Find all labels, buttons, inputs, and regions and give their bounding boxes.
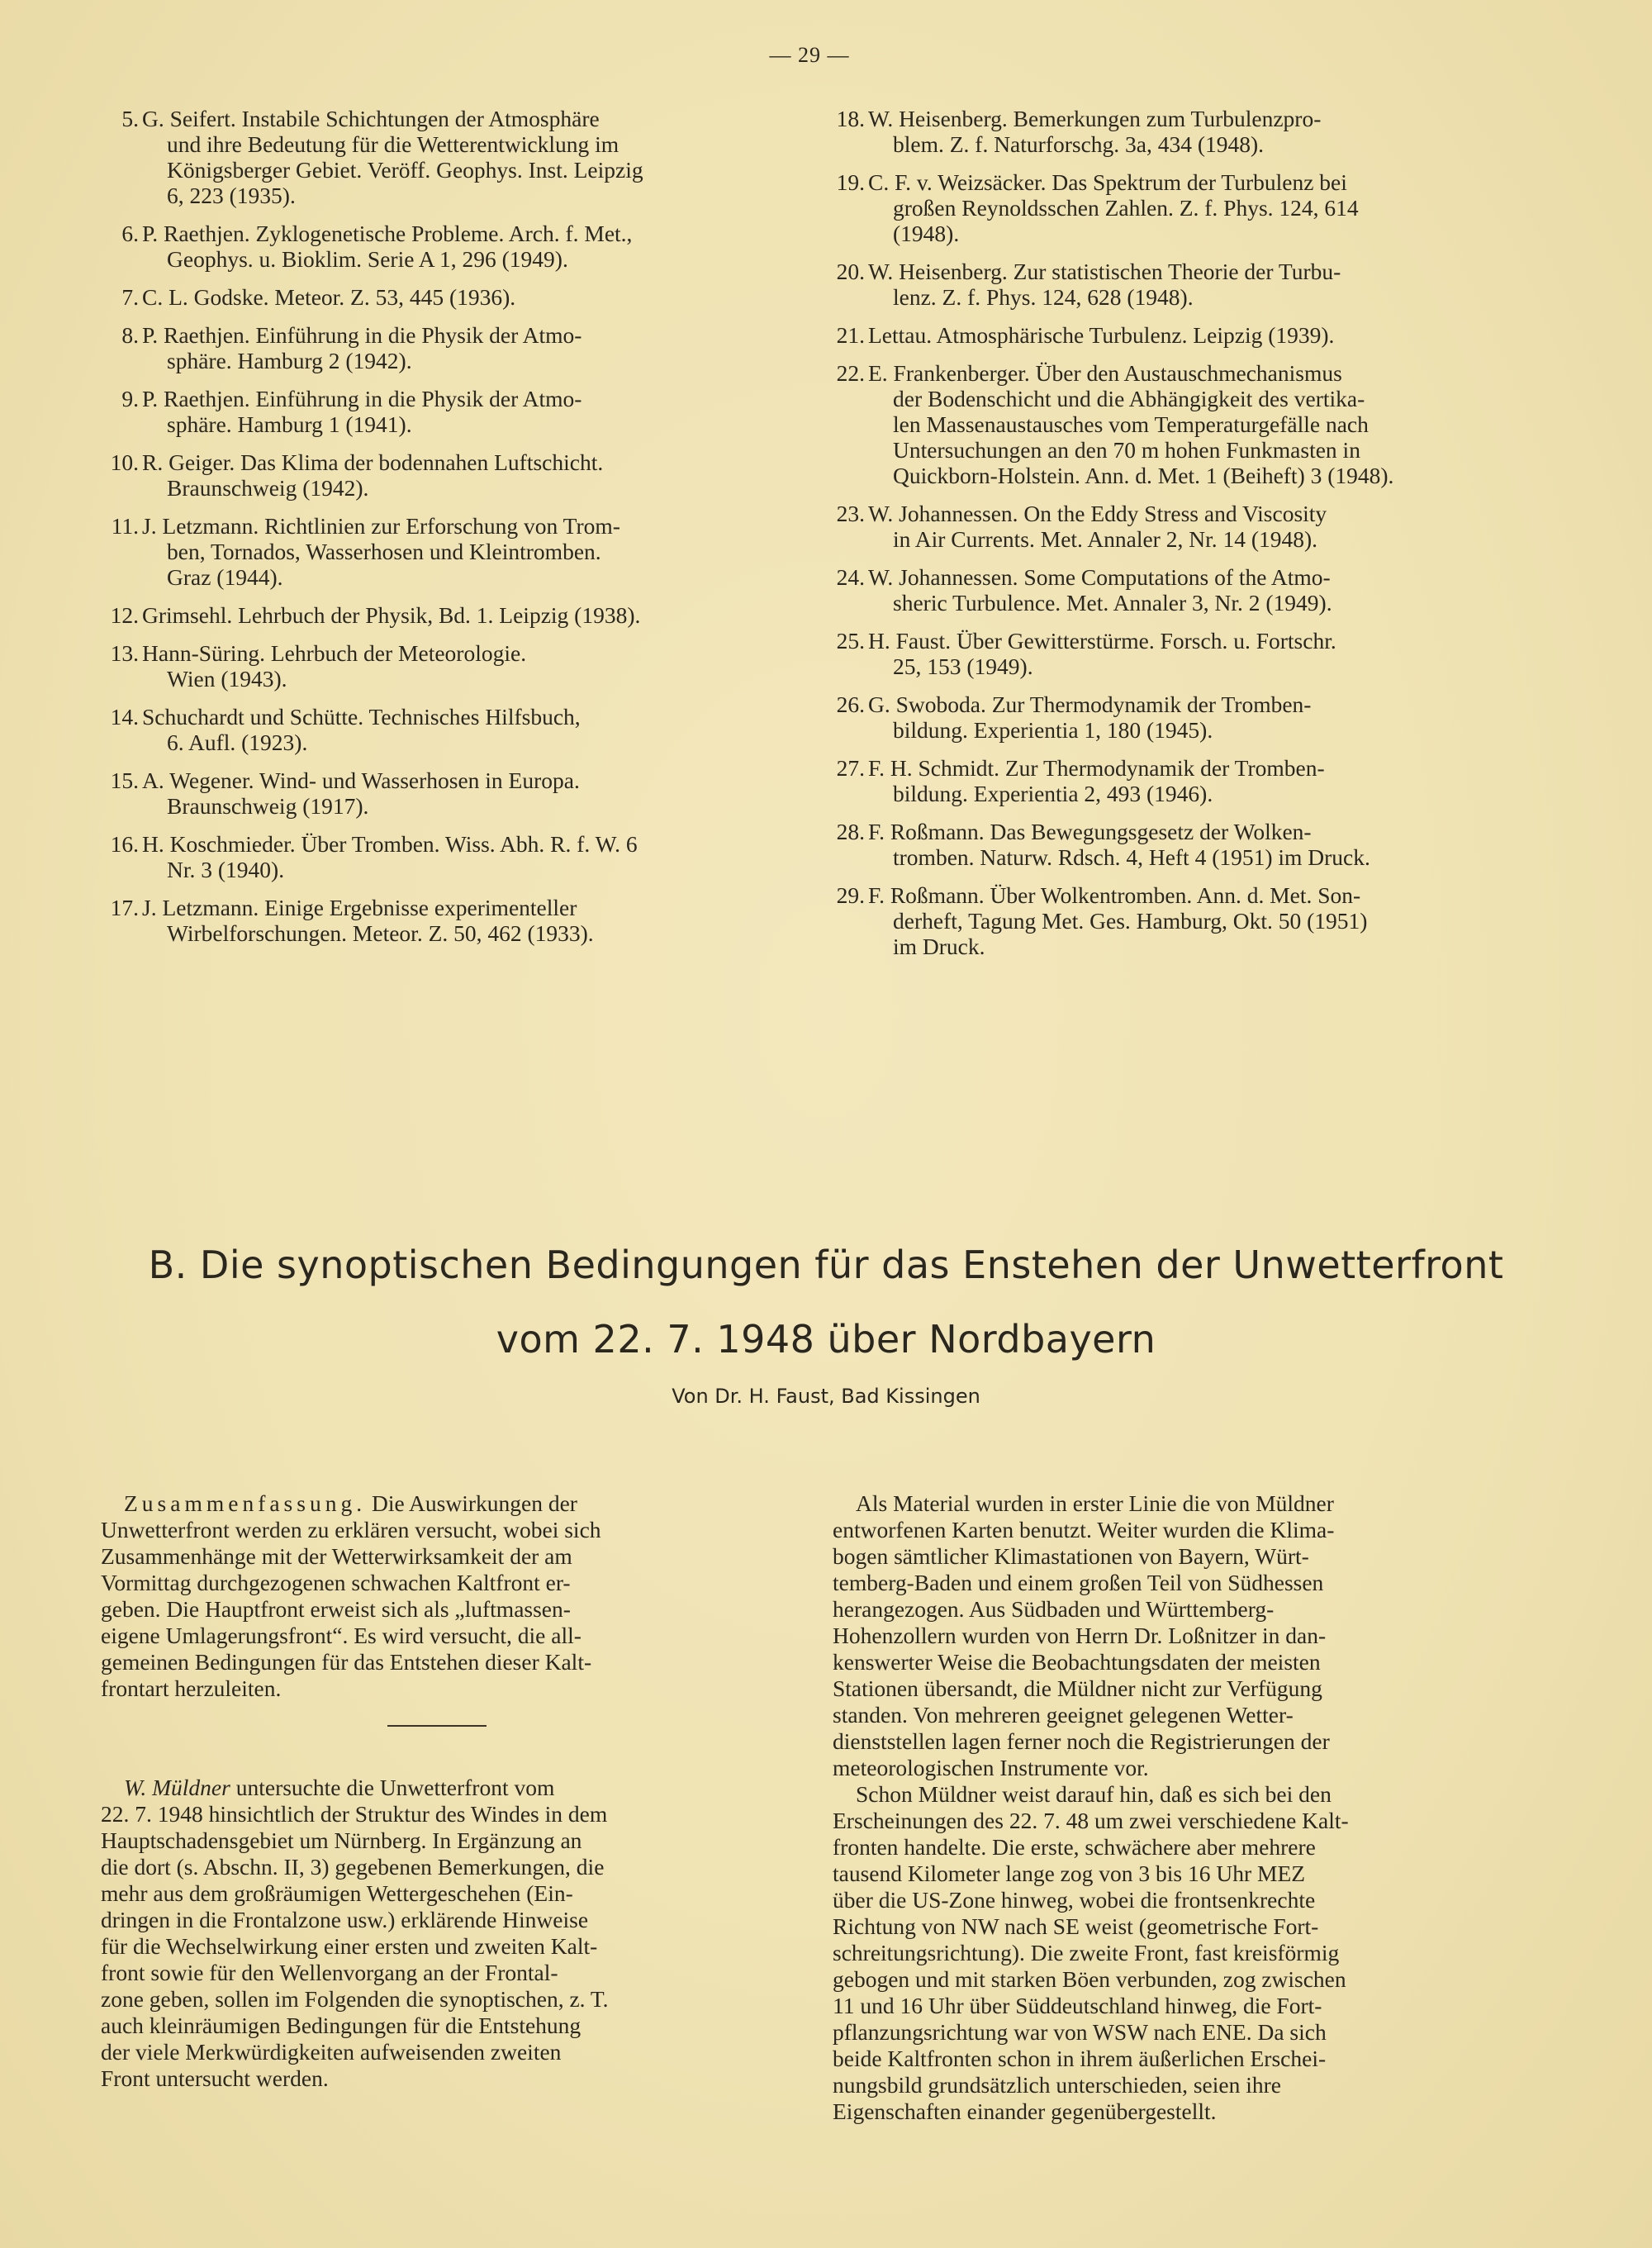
text-line: Hohenzollern wurden von Herrn Dr. Loßnitzer in dan- [833, 1623, 1327, 1648]
text-line: kenswerter Weise die Beobachtungsdaten der meisten [833, 1649, 1321, 1675]
reference-item [107, 895, 786, 946]
reference-line: J. Letzmann. Einige Ergebnisse experimenteller [142, 895, 577, 920]
text-line: eigene Umlagerungsfront“. Es wird versucht, die all- [101, 1623, 582, 1648]
reference-line: Wien (1943). [167, 666, 287, 692]
page-number: — 29 — [769, 43, 850, 67]
reference-number: 25. [836, 628, 865, 653]
reference-item [833, 501, 1512, 552]
reference-text [142, 513, 786, 590]
text-line: meteorologischen Instrumente vor. [833, 1755, 1149, 1780]
text-line: für die Wechselwirkung einer ersten und zweiten Kalt- [101, 1933, 598, 1959]
reference-item [107, 768, 786, 819]
reference-line: bildung. Experientia 2, 493 (1946). [893, 781, 1213, 806]
text-line: geben. Die Hauptfront erweist sich als „luftmassen- [101, 1596, 571, 1622]
reference-list [107, 106, 1512, 972]
article-column-right [833, 1490, 1505, 2125]
reference-text [868, 755, 1512, 806]
reference-number: 28. [836, 819, 865, 844]
text-line: 11 und 16 Uhr über Süddeutschland hinweg, die Fort- [833, 1993, 1322, 2018]
text-line: gemeinen Bedingungen für das Entstehen dieser Kalt- [101, 1649, 592, 1675]
reference-number: 10. [110, 449, 139, 475]
reference-number: 9. [121, 386, 139, 411]
reference-line: Nr. 3 (1940). [167, 857, 285, 882]
reference-line: P. Raethjen. Einführung in die Physik der Atmo- [142, 386, 582, 411]
reference-line: F. H. Schmidt. Zur Thermodynamik der Tromben- [868, 755, 1325, 781]
text-line: Unwetterfront werden zu erklären versucht, wobei sich [101, 1517, 601, 1542]
reference-line: ben, Tornados, Wasserhosen und Kleintromben. [167, 539, 601, 564]
reference-number: 18. [836, 106, 865, 131]
text-line: beide Kaltfronten schon in ihrem äußerlichen Erschei- [833, 2046, 1327, 2071]
reference-item [107, 284, 786, 310]
reference-line: sphäre. Hamburg 1 (1941). [167, 411, 412, 437]
reference-number: 6. [121, 221, 139, 246]
reference-text [868, 169, 1512, 246]
reference-item [833, 882, 1512, 959]
reference-line: R. Geiger. Das Klima der bodennahen Luftschicht. [142, 449, 604, 475]
reference-line: Graz (1944). [167, 564, 283, 590]
reference-line: Braunschweig (1942). [167, 475, 369, 501]
reference-line: Grimsehl. Lehrbuch der Physik, Bd. 1. Leipzig (1938). [142, 602, 641, 628]
reference-line: 6. Aufl. (1923). [167, 730, 308, 755]
text-line: über die US-Zone hinweg, wobei die frontsenkrechte [833, 1887, 1316, 1913]
reference-line: Quickborn-Holstein. Ann. d. Met. 1 (Beiheft) 3 (1948). [893, 463, 1394, 488]
fronts-paragraph [833, 1781, 1505, 2125]
reference-line: C. F. v. Weizsäcker. Das Spektrum der Turbulenz bei [868, 169, 1347, 195]
text-line: front sowie für den Wellenvorgang an der Frontal- [101, 1960, 558, 1985]
reference-column-left [107, 106, 786, 972]
text-line: mehr aus dem großräumigen Wettergeschehen (Ein- [101, 1880, 573, 1906]
reference-line: C. L. Godske. Meteor. Z. 53, 445 (1936). [142, 284, 516, 310]
reference-number: 16. [110, 831, 139, 857]
reference-text [868, 322, 1512, 348]
text-line: 22. 7. 1948 hinsichtlich der Struktur des Windes in dem [101, 1801, 608, 1827]
reference-line: Braunschweig (1917). [167, 793, 369, 819]
article-column-left [101, 1490, 773, 2125]
reference-item [833, 628, 1512, 679]
reference-number: 5. [121, 106, 139, 131]
reference-item [107, 640, 786, 692]
reference-line: len Massenaustausches vom Temperaturgefälle nach [893, 411, 1369, 437]
reference-text [142, 602, 786, 628]
text-line: tausend Kilometer lange zog von 3 bis 16 Uhr MEZ [833, 1861, 1306, 1886]
intro-paragraph [101, 1775, 773, 2092]
section-title-line-1: B. Die synoptischen Bedingungen für das Enstehen der Unwetterfront [148, 1243, 1504, 1287]
material-paragraph [833, 1490, 1505, 1781]
reference-line: in Air Currents. Met. Annaler 2, Nr. 14 (1948). [893, 526, 1318, 552]
reference-item [833, 819, 1512, 870]
reference-line: (1948). [893, 221, 960, 246]
author-name: W. Müldner [124, 1775, 230, 1800]
reference-item [107, 322, 786, 373]
reference-item [107, 704, 786, 755]
reference-text [142, 640, 786, 692]
section-title [0, 1228, 1652, 1376]
reference-line: Wirbelforschungen. Meteor. Z. 50, 462 (1933). [167, 920, 594, 946]
reference-item [107, 602, 786, 628]
reference-column-right [833, 106, 1512, 972]
reference-line: sheric Turbulence. Met. Annaler 3, Nr. 2 (1949). [893, 590, 1332, 615]
reference-item [107, 513, 786, 590]
reference-number: 12. [110, 602, 139, 628]
reference-line: Hann-Süring. Lehrbuch der Meteorologie. [142, 640, 527, 666]
summary-label: Zusammenfassung. [124, 1490, 367, 1516]
reference-item [833, 259, 1512, 310]
reference-line: sphäre. Hamburg 2 (1942). [167, 348, 412, 373]
reference-text [868, 501, 1512, 552]
reference-line: H. Koschmieder. Über Tromben. Wiss. Abh. R. f. W. 6 [142, 831, 638, 857]
reference-text [142, 322, 786, 373]
reference-line: F. Roßmann. Über Wolkentromben. Ann. d. Met. Son- [868, 882, 1361, 908]
reference-item [107, 386, 786, 437]
reference-line: und ihre Bedeutung für die Wetterentwicklung im [167, 131, 620, 157]
reference-number: 13. [110, 640, 139, 666]
reference-text [142, 106, 786, 208]
reference-line: Geophys. u. Bioklim. Serie A 1, 296 (1949). [167, 246, 568, 272]
reference-item [833, 755, 1512, 806]
text-line: bogen sämtlicher Klimastationen von Bayern, Würt- [833, 1543, 1309, 1569]
reference-text [142, 768, 786, 819]
text-line: temberg-Baden und einem großen Teil von Südhessen [833, 1570, 1324, 1595]
text-line: der viele Merkwürdigkeiten aufweisenden zweiten [101, 2039, 562, 2065]
text-line: Vormittag durchgezogenen schwachen Kaltfront er- [101, 1570, 571, 1595]
text-line: die dort (s. Abschn. II, 3) gegebenen Bemerkungen, die [101, 1854, 605, 1880]
reference-line: lenz. Z. f. Phys. 124, 628 (1948). [893, 284, 1194, 310]
reference-item [107, 106, 786, 208]
reference-line: G. Swoboda. Zur Thermodynamik der Tromben- [868, 692, 1312, 717]
reference-number: 7. [121, 284, 139, 310]
text-line: Stationen übersandt, die Müldner nicht zur Verfügung [833, 1675, 1322, 1701]
reference-item [107, 449, 786, 501]
reference-line: W. Heisenberg. Bemerkungen zum Turbulenzpro- [868, 106, 1322, 131]
reference-text [868, 819, 1512, 870]
text-line: gebogen und mit starken Böen verbunden, zog zwischen [833, 1966, 1346, 1992]
reference-text [868, 360, 1512, 488]
reference-line: 25, 153 (1949). [893, 653, 1033, 679]
text-line: Schon Müldner weist darauf hin, daß es sich bei den [856, 1781, 1332, 1807]
reference-item [107, 221, 786, 272]
reference-number: 19. [836, 169, 865, 195]
text-line-rest: untersuchte die Unwetterfront vom [230, 1775, 555, 1800]
reference-number: 26. [836, 692, 865, 717]
text-line: dienststellen lagen ferner noch die Registrierungen der [833, 1728, 1330, 1754]
reference-text [868, 564, 1512, 615]
reference-line: G. Seifert. Instabile Schichtungen der Atmosphäre [142, 106, 600, 131]
text-line: auch kleinräumigen Bedingungen für die Entstehung [101, 2013, 582, 2038]
reference-item [833, 322, 1512, 348]
reference-line: Untersuchungen an den 70 m hohen Funkmasten in [893, 437, 1360, 463]
reference-line: W. Heisenberg. Zur statistischen Theorie der Turbu- [868, 259, 1341, 284]
reference-line: H. Faust. Über Gewitterstürme. Forsch. u. Fortschr. [868, 628, 1336, 653]
text-line: nungsbild grundsätzlich unterschieden, seien ihre [833, 2072, 1281, 2098]
reference-number: 24. [836, 564, 865, 590]
reference-text [142, 895, 786, 946]
text-line: Eigenschaften einander gegenübergestellt. [833, 2098, 1217, 2124]
reference-text [868, 106, 1512, 157]
reference-line: Lettau. Atmosphärische Turbulenz. Leipzig (1939). [868, 322, 1335, 348]
reference-line: blem. Z. f. Naturforschg. 3a, 434 (1948). [893, 131, 1265, 157]
reference-text [142, 386, 786, 437]
text-line: Erscheinungen des 22. 7. 48 um zwei verschiedene Kalt- [833, 1808, 1349, 1833]
reference-line: A. Wegener. Wind- und Wasserhosen in Europa. [142, 768, 580, 793]
summary-paragraph [101, 1490, 773, 1702]
reference-item [833, 169, 1512, 246]
text-line [101, 1775, 773, 1801]
text-line-rest: Die Auswirkungen der [366, 1490, 577, 1516]
reference-line: derheft, Tagung Met. Ges. Hamburg, Okt. 50 (1951) [893, 908, 1368, 934]
text-line: entworfenen Karten benutzt. Weiter wurden die Klima- [833, 1517, 1335, 1542]
reference-text [142, 704, 786, 755]
reference-text [142, 221, 786, 272]
reference-text [868, 692, 1512, 743]
reference-number: 15. [110, 768, 139, 793]
reference-line: bildung. Experientia 1, 180 (1945). [893, 717, 1213, 743]
reference-number: 22. [836, 360, 865, 386]
reference-line: im Druck. [893, 934, 985, 959]
text-line [101, 1490, 773, 1517]
reference-line: tromben. Naturw. Rdsch. 4, Heft 4 (1951) im Druck. [893, 844, 1370, 870]
reference-line: E. Frankenberger. Über den Austauschmechanismus [868, 360, 1342, 386]
text-line: standen. Von mehreren geeignet gelegenen Wetter- [833, 1702, 1294, 1728]
text-line: frontart herzuleiten. [101, 1675, 282, 1701]
reference-number: 23. [836, 501, 865, 526]
article-body [101, 1490, 1505, 2125]
reference-line: F. Roßmann. Das Bewegungsgesetz der Wolken- [868, 819, 1312, 844]
reference-text [142, 831, 786, 882]
reference-line: Königsberger Gebiet. Veröff. Geophys. Inst. Leipzig [167, 157, 643, 183]
author-byline: Von Dr. H. Faust, Bad Kissingen [672, 1385, 980, 1408]
text-line: schreitungsrichtung). Die zweite Front, fast kreisförmig [833, 1940, 1340, 1965]
reference-item [833, 106, 1512, 157]
reference-line: Schuchardt und Schütte. Technisches Hilfsbuch, [142, 704, 581, 730]
reference-item [833, 360, 1512, 488]
text-line: herangezogen. Aus Südbaden und Württemberg- [833, 1596, 1275, 1622]
reference-number: 27. [836, 755, 865, 781]
text-line: Front untersucht werden. [101, 2065, 329, 2091]
reference-line: großen Reynoldsschen Zahlen. Z. f. Phys. 124, 614 [893, 195, 1359, 221]
reference-text [868, 882, 1512, 959]
text-line: Richtung von NW nach SE weist (geometrische Fort- [833, 1913, 1319, 1939]
text-line: dringen in die Frontalzone usw.) erklärende Hinweise [101, 1907, 589, 1932]
reference-line: J. Letzmann. Richtlinien zur Erforschung von Trom- [142, 513, 620, 539]
reference-number: 11. [111, 513, 139, 539]
section-divider [387, 1725, 487, 1727]
text-line: Als Material wurden in erster Linie die von Müldner [856, 1490, 1334, 1516]
text-line: fronten handelte. Die erste, schwächere aber mehrere [833, 1834, 1316, 1860]
reference-line: W. Johannessen. Some Computations of the Atmo- [868, 564, 1331, 590]
text-line: zone geben, sollen im Folgenden die synoptischen, z. T. [101, 1986, 609, 2012]
reference-number: 20. [836, 259, 865, 284]
reference-number: 14. [110, 704, 139, 730]
text-line: Zusammenhänge mit der Wetterwirksamkeit der am [101, 1543, 572, 1569]
reference-number: 8. [121, 322, 139, 348]
reference-line: der Bodenschicht und die Abhängigkeit des vertika- [893, 386, 1365, 411]
reference-text [868, 259, 1512, 310]
text-line: pflanzungsrichtung war von WSW nach ENE. Da sich [833, 2019, 1327, 2045]
reference-number: 17. [110, 895, 139, 920]
section-title-line-2: vom 22. 7. 1948 über Nordbayern [496, 1317, 1156, 1362]
reference-text [868, 628, 1512, 679]
reference-text [142, 284, 786, 310]
reference-line: 6, 223 (1935). [167, 183, 296, 208]
reference-line: W. Johannessen. On the Eddy Stress and Viscosity [868, 501, 1327, 526]
reference-text [142, 449, 786, 501]
reference-item [107, 831, 786, 882]
reference-line: P. Raethjen. Zyklogenetische Probleme. Arch. f. Met., [142, 221, 633, 246]
reference-line: P. Raethjen. Einführung in die Physik der Atmo- [142, 322, 582, 348]
reference-number: 29. [836, 882, 865, 908]
reference-item [833, 564, 1512, 615]
reference-number: 21. [836, 322, 865, 348]
reference-item [833, 692, 1512, 743]
text-line: Hauptschadensgebiet um Nürnberg. In Ergänzung an [101, 1827, 582, 1853]
